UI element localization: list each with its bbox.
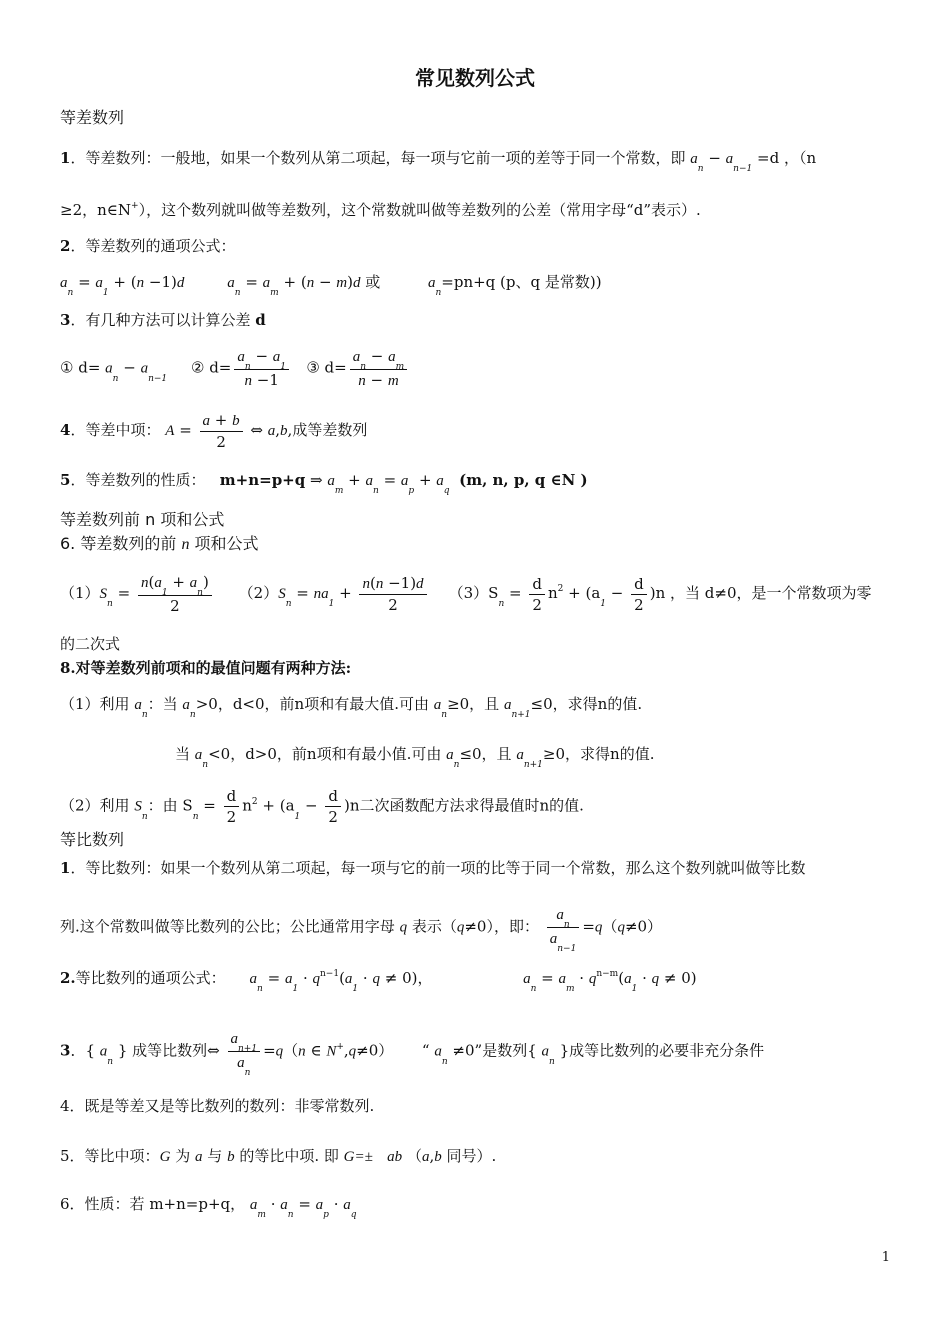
- page-number: 1: [881, 1250, 890, 1265]
- formula-sum: $(1)S_n$ = $\frac{n(a_1 + a_n)}{2}$ $(2)S_n = na_1$ + $\frac{n(n -1)d}{2}$ $(3)S_n$ = $\frac{d}{2}$ $n^2 + (a_1$ − $\frac{d}{2}$ )n ，当 d≠0，是一个常数项为零: [60, 573, 872, 615]
- paragraph-8: 8.对等差数列前项和的最值问题有两种方法:: [60, 659, 352, 677]
- paragraph-3: 3．有几种方法可以计算公差 d: [60, 311, 266, 329]
- geo-paragraph-2: 2.等比数列的通项公式： $a_n = a_1 \cdot q^{n-1}(a_1 \cdot q \ne 0)$， $a_n = a_m \cdot q^{n-m}(a_1 \cdot q \ne 0)$: [60, 969, 697, 994]
- method-1-cont: 当 $a_n<0$，d>0，前n项和有最小值.可由 $a_n\le 0$，且 $a_{n+1}\ge 0$，求得n的值.: [175, 745, 655, 770]
- formula-general-term: $a_n = a_1 + (n -1)d$ $a_n = a_m + (n - m)d$ 或 $a_n=pn+q$ (p、q 是常数)): [60, 273, 602, 298]
- paragraph-6-cont: 的二次式: [60, 635, 121, 653]
- section-heading-arithmetic: 等差数列: [60, 108, 125, 127]
- page-title: 常见数列公式: [415, 66, 535, 90]
- paragraph-4: 4．等差中项： A = $\frac{a + b}{2}$ ⇔ a,b,成等差数列: [60, 411, 368, 451]
- geo-paragraph-6: 6．性质：若 m+n=p+q， $a_m \cdot a_n = a_p \cdot a_q$: [60, 1195, 357, 1220]
- formula-common-difference: ① $d= a_n - a_{n-1}$ ② d= $\frac{a_n - a_1}{n -1}$ ③ d= $\frac{a_n - a_m}{n - m}$: [60, 346, 410, 391]
- method-2: （2）利用 $S_n$：由 $S_n$ = $\frac{d}{2}$ $n^2 + (a_1$ − $\frac{d}{2}$ )n二次函数配方法求得最值时n的值.: [60, 787, 584, 826]
- section-heading-sum: 等差数列前 n 项和公式: [60, 510, 225, 529]
- section-heading-geometric: 等比数列: [60, 830, 125, 849]
- geo-paragraph-1-cont: 列.这个常数叫做等比数列的公比；公比通常用字母 q 表示（q≠0），即： $\frac{a_n}{a_{n-1}}$ =q（q≠0）: [60, 904, 662, 951]
- paragraph-6: 6. 等差数列的前 n 项和公式: [60, 534, 259, 553]
- paragraph-1: 1．等差数列：一般地，如果一个数列从第二项起，每一项与它前一项的差等于同一个常数，即 $a_n - a_{n-1} =d$ ，（n: [60, 149, 817, 174]
- geo-paragraph-4: 4．既是等差又是等比数列的数列：非零常数列.: [60, 1097, 375, 1115]
- geo-paragraph-1: 1．等比数列：如果一个数列从第二项起，每一项与它的前一项的比等于同一个常数，那么这个数列就叫做等比数: [60, 859, 806, 877]
- paragraph-5: 5．等差数列的性质： m+n=p+q ⇒ $a_m + a_n = a_p + a_q$ (m, n, p, q ∈N ): [60, 471, 588, 496]
- paragraph-1-cont: ≥2，n∈N+），这个数列就叫做等差数列，这个常数就叫做等差数列的公差（常用字母“d”表示）.: [60, 201, 701, 219]
- geo-paragraph-3: 3．{ $a_n$ } 成等比数列⇔ $\frac{a_{n+1}}{a_n}$ =q（n ∈ N+,q≠0） “ $a_n \ne 0$”是数列{ $a_n$ }成等比数列的必要非充分条件: [60, 1028, 764, 1075]
- geo-paragraph-5: 5．等比中项：G 为 a 与 b 的等比中项. 即 G=± ab （a,b 同号）.: [60, 1147, 497, 1165]
- method-1: （1）利用 $a_n$：当 $a_n>0$，d<0，前n项和有最大值.可由 $a_n\ge 0$，且 $a_{n+1}\le 0$，求得n的值.: [60, 695, 643, 720]
- paragraph-2: 2．等差数列的通项公式：: [60, 237, 236, 255]
